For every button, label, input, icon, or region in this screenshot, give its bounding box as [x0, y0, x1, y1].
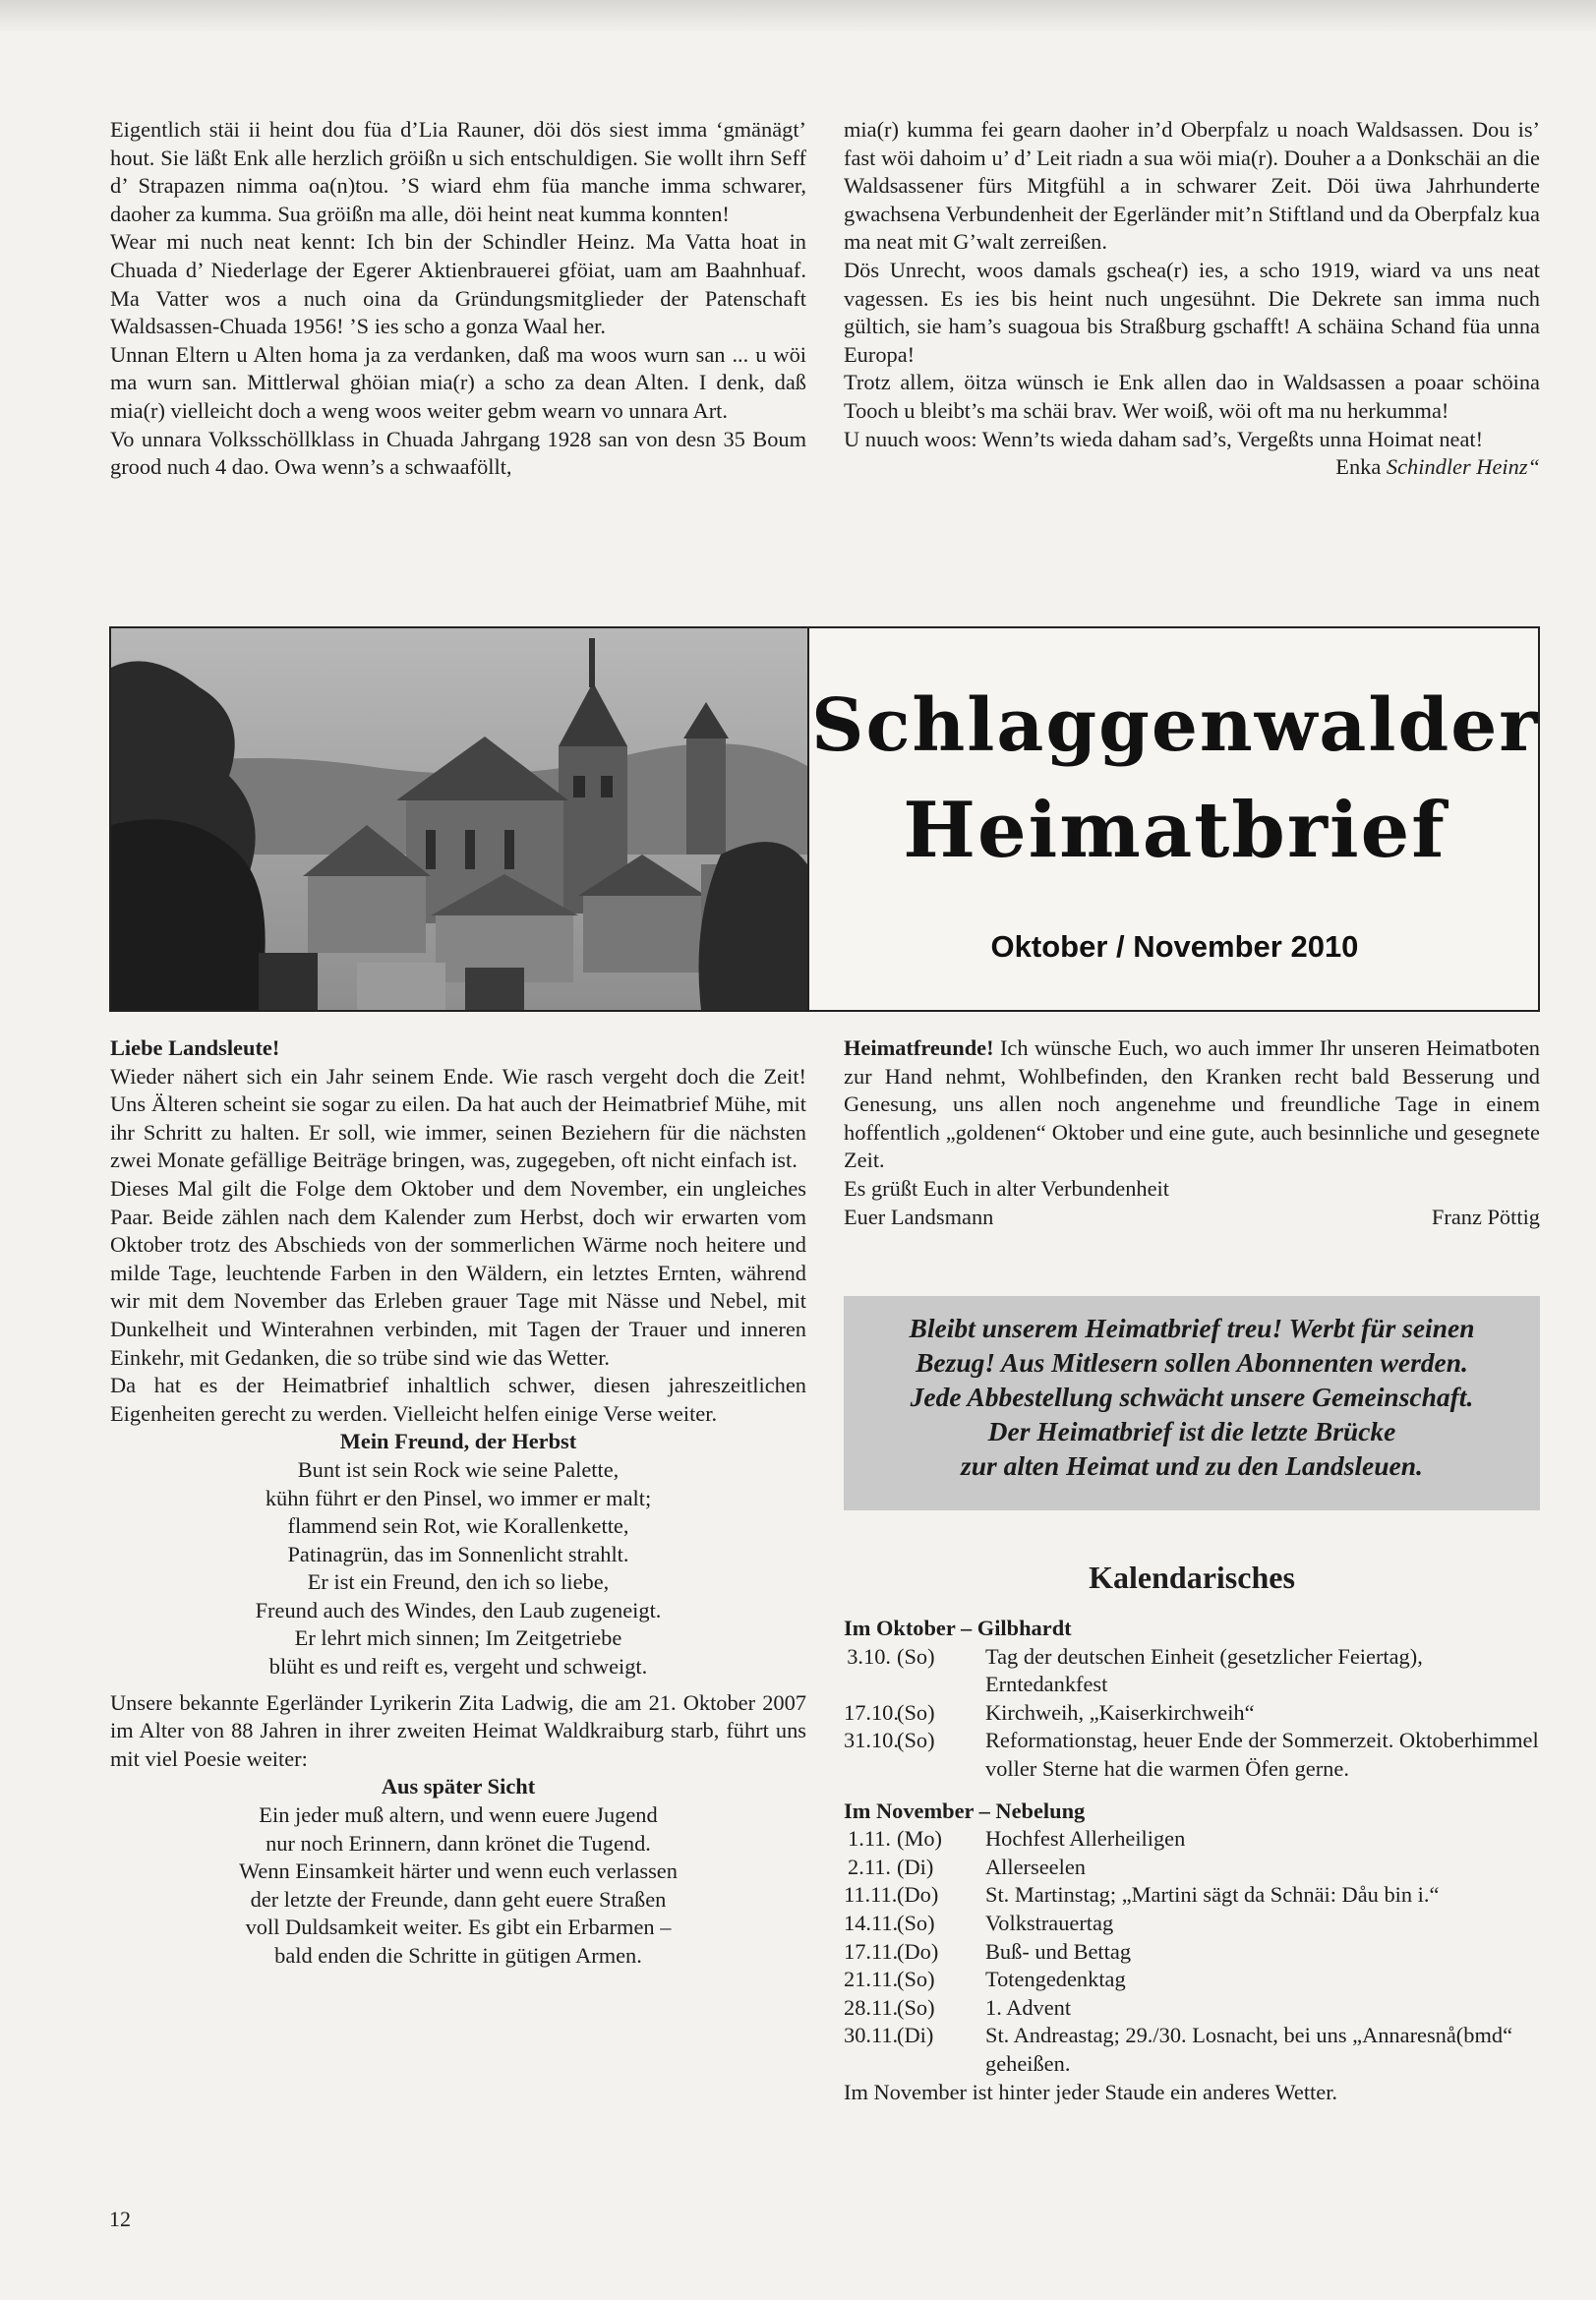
masthead: [811, 628, 1538, 1010]
calendar-footer: Im November ist hinter jeder Staude ein anderes Wetter.: [844, 2079, 1338, 2104]
entry-weekday: (Di): [897, 2023, 934, 2048]
lead-text: Ich wünsche Euch, wo auch immer Ihr unseren Heimatboten zur Hand nehmt, Wohlbefinden, den Kranken recht bald Besserung und Genesung, uns allen noch angenehme und freundliche Tage in einem hoffentlich „goldenen“ Oktober und eine gute, auch besinnliche und gesegnete Zeit.: [844, 1035, 1540, 1173]
calendar-section: [844, 1558, 1540, 2106]
letter-signature: [844, 453, 1540, 482]
entry-weekday: (So): [897, 1643, 935, 1669]
paragraph: Dieses Mal gilt die Folge dem Oktober und dem November, ein ungleiches Paar. Beide zählen nach dem Kalender zum Herbst, doch wir erwarten vom Oktober trotz des Abschieds von der sommerlichen Wärme noch heitere und milde Tage, leuchtende Farben in den Wäldern, ein letztes Ernten, während wir mit dem November das Erleben grauer Tage mit Nässe und Nebel, mit Dunkelheit und Winterahnen verbinden, mit Tagen der Trauer und inneren Einkehr, mit Gedanken, die so trübe sind wie das Wetter.: [110, 1175, 806, 1370]
poem-line: der letzte der Freunde, dann geht euere Straßen: [250, 1886, 667, 1912]
entry-weekday: (So): [897, 1994, 935, 2020]
lead-bold: Heimatfreunde!: [844, 1035, 994, 1060]
entry-date: 3.10.: [847, 1643, 891, 1669]
entry-text: Buß- und Bettag: [985, 1938, 1132, 1964]
entry-weekday: (So): [897, 1910, 935, 1935]
paragraph: Wear mi nuch neat kennt: Ich bin der Schindler Heinz. Ma Vatta hoat in Chuada d’ Niederlage der Egerer Aktienbrauerei gföiat, uam am Baahnhuaf. Ma Vatter wos a nuch oina da Gründungsmitglieder der Patenschaft Waldsassen-Chuada 1956! ’S ies scho a gonza Waal her.: [110, 229, 806, 339]
poem-line: Wenn Einsamkeit härter und wenn euch verlassen: [239, 1858, 678, 1884]
scan-shadow: [0, 0, 1596, 33]
letter-column-left: [110, 116, 806, 482]
calendar-entry: [844, 1966, 1540, 1994]
appeal-line: Bleibt unserem Heimatbrief treu! Werbt für seinen: [909, 1313, 1475, 1343]
paragraph: Eigentlich stäi ii heint dou füa d’Lia Rauner, döi dös siest imma ‘gmänägt’ hout. Sie läßt Enk alle herzlich gröißn u sich entschuldigen. Sie wollt ihrn Seff d’ Strapazen nimma oa(n)tou. ’S wiard ehm füa manche imma schwarer, daoher za kumma. Sua gröißn ma alle, döi heint neat kumma konnten!: [110, 117, 806, 226]
appeal-line: Der Heimatbrief ist die letzte Brücke: [987, 1416, 1396, 1446]
paragraph: Unsere bekannte Egerländer Lyrikerin Zita Ladwig, die am 21. Oktober 2007 im Alter von 88 Jahren in ihrer zweiten Heimat Waldkraiburg starb, führt uns mit viel Poesie weiter:: [110, 1689, 806, 1771]
paragraph: U nuuch woos: Wenn’ts wieda daham sad’s, Vergeßts unna Hoimat neat!: [844, 426, 1484, 451]
closing-row: [844, 1204, 1540, 1232]
entry-text: St. Andreastag; 29./30. Losnacht, bei uns „Annaresnå(bmd“ geheißen.: [985, 2023, 1513, 2076]
paragraph: [844, 1034, 1540, 1175]
poem-line: Bunt ist sein Rock wie seine Palette,: [297, 1456, 620, 1482]
entry-text: St. Martinstag; „Martini sägt da Schnäi: Dåu bin i.“: [985, 1882, 1440, 1908]
entry-text: Reformationstag, heuer Ende der Sommerzeit. Oktoberhimmel voller Sterne hat die warmen Öfen gerne.: [985, 1728, 1539, 1781]
church-photo-drawing: [111, 628, 807, 1010]
poem-title: Aus später Sicht: [381, 1774, 536, 1799]
calendar-entry: [844, 1938, 1540, 1967]
editorial-column: [110, 1034, 806, 1971]
entry-date: 2.11.: [848, 1854, 891, 1879]
poem-line: blüht es und reift es, vergeht und schweigt.: [268, 1654, 648, 1680]
entry-text: Kirchweih, „Kaiserkirchweih“: [985, 1699, 1255, 1725]
calendar-title: Kalendarisches: [1089, 1560, 1295, 1595]
paragraph: Wieder nähert sich ein Jahr seinem Ende. Wie rasch vergeht doch die Zeit! Uns Älteren scheint sie sogar zu eilen. Da hat auch der Heimatbrief Mühe, mit ihr Schritt zu halten. Er soll, wie immer, seinen Beziehern für die nächsten zwei Monate gefällige Beiträge bringen, was, zugegeben, oft nicht einfach ist.: [110, 1063, 806, 1173]
entry-date: 17.10.: [844, 1699, 899, 1725]
poem-line: Er ist ein Freund, den ich so liebe,: [307, 1569, 610, 1595]
calendar-entry: [844, 1727, 1540, 1783]
calendar-entry: [844, 1643, 1540, 1699]
entry-weekday: (So): [897, 1967, 935, 1992]
page-number: 12: [109, 2207, 131, 2231]
poem-line: Er lehrt mich sinnen; Im Zeitgetriebe: [294, 1625, 622, 1651]
appeal-box: [844, 1296, 1540, 1510]
calendar-entry: [844, 1910, 1540, 1938]
issue-date: Oktober / November 2010: [990, 929, 1359, 964]
entry-date: 28.11.: [844, 1994, 899, 2020]
entry-weekday: (Di): [897, 1854, 934, 1879]
calendar-entry: [844, 1881, 1540, 1910]
entry-date: 17.11.: [844, 1938, 899, 1964]
author-name: Franz Pöttig: [1431, 1204, 1540, 1229]
entry-weekday: (So): [897, 1728, 935, 1753]
paragraph: Unnan Eltern u Alten homa ja za verdanken, daß ma woos wurn san ... u wöi ma wurn san. Mittlerwal ghöian mia(r) a scho za dean Alten. I denk, daß mia(r) vielleicht doch a weng woos weiter gebm wearn vo unnara Art.: [110, 341, 806, 423]
poem-line: bald enden die Schritte in gütigen Armen.: [274, 1943, 642, 1968]
entry-text: Volkstrauertag: [985, 1910, 1114, 1935]
closing-line: Euer Landsmann: [844, 1204, 994, 1229]
newsletter-title: Schlaggenwalder: [811, 683, 1540, 768]
paragraph: Trotz allem, öitza wünsch ie Enk allen dao in Waldsassen a poaar schöina Tooch u bleibt’s ma schäi brav. Wer woiß, wöi oft ma nu herkumma!: [844, 370, 1540, 423]
masthead-box: [109, 626, 1540, 1012]
poem-line: kühn führt er den Pinsel, wo immer er malt;: [265, 1485, 652, 1510]
greeting: Liebe Landsleute!: [110, 1035, 280, 1060]
poem-line: Patinagrün, das im Sonnenlicht strahlt.: [287, 1541, 629, 1566]
appeal-line: Jede Abbestellung schwächt unsere Gemeinschaft.: [910, 1382, 1474, 1412]
greeting-column: [844, 1034, 1540, 1231]
entry-date: 1.11.: [848, 1826, 891, 1852]
poem-line: Ein jeder muß altern, und wenn euere Jugend: [259, 1802, 658, 1828]
signature-name: Schindler Heinz“: [1386, 454, 1540, 480]
entry-date: 11.11.: [844, 1882, 898, 1908]
closing-line: Es grüßt Euch in alter Verbundenheit: [844, 1175, 1170, 1201]
paragraph: Dös Unrecht, woos damals gschea(r) ies, a scho 1919, wiard va uns neat vagessen. Es ies bis heint nuch ungesühnt. Die Dekrete san imma nuch gültich, sie ham’s suagoua bis Straßburg gschafft! A schäina Schand füa unna Europa!: [844, 257, 1540, 367]
calendar-entry: [844, 1825, 1540, 1854]
newsletter-subtitle: Heimatbrief: [903, 786, 1447, 875]
poem-line: Freund auch des Windes, den Laub zugeneigt.: [255, 1597, 662, 1622]
entry-weekday: (Do): [897, 1938, 939, 1964]
entry-text: 1. Advent: [985, 1994, 1072, 2020]
signature-prefix: Enka: [1335, 454, 1387, 480]
calendar-entry: [844, 1994, 1540, 2023]
paragraph: mia(r) kumma fei gearn daoher in’d Oberpfalz u noach Waldsassen. Dou is’ fast wöi dahoim u’ d’ Leit riadn a sua wöi mia(r). Douher a a Donkschäi an die Waldsassener fürs Mitgfühl a in schwarer Zeit. Döi üwa Jahrhunderte gwachsena Verbundenheit der Egerländer mit’n Stiftland und da Oberpfalz kua ma neat mit G’walt zerreißen.: [844, 117, 1540, 255]
church-photo: [111, 628, 809, 1010]
poem-spaeter-sicht: [110, 1773, 806, 1970]
entry-text: Totengedenktag: [985, 1967, 1126, 1992]
entry-date: 30.11.: [844, 2023, 899, 2048]
paragraph: Da hat es der Heimatbrief inhaltlich schwer, diesen jahreszeitlichen Eigenheiten gerecht zu werden. Vielleicht helfen einige Verse weiter.: [110, 1373, 806, 1426]
entry-text: Tag der deutschen Einheit (gesetzlicher Feiertag), Erntedankfest: [985, 1643, 1423, 1697]
entry-date: 21.11.: [844, 1967, 899, 1992]
month-heading: Im Oktober – Gilbhardt: [844, 1616, 1072, 1640]
calendar-entry: [844, 1854, 1540, 1882]
entry-text: Allerseelen: [985, 1854, 1086, 1879]
entry-weekday: (So): [897, 1699, 935, 1725]
paragraph: Vo unnara Volksschöllklass in Chuada Jahrgang 1928 san von desn 35 Boum grood nuch 4 dao. Owa wenn’s a schwaaföllt,: [110, 426, 806, 480]
entry-text: Hochfest Allerheiligen: [985, 1826, 1186, 1852]
poem-line: nur noch Erinnern, dann krönet die Tugend.: [266, 1830, 651, 1856]
poem-line: flammend sein Rot, wie Korallenkette,: [287, 1513, 629, 1539]
appeal-line: zur alten Heimat und zu den Landsleuen.: [961, 1450, 1423, 1481]
entry-date: 14.11.: [844, 1910, 899, 1935]
letter-column-right: [844, 116, 1540, 482]
poem-herbst: [110, 1428, 806, 1681]
appeal-line: Bezug! Aus Mitlesern sollen Abonnenten werden.: [916, 1347, 1468, 1378]
poem-title: Mein Freund, der Herbst: [339, 1429, 577, 1454]
entry-weekday: (Do): [897, 1882, 939, 1908]
month-heading: Im November – Nebelung: [844, 1798, 1086, 1823]
entry-weekday: (Mo): [897, 1826, 943, 1852]
calendar-entry: [844, 2022, 1540, 2078]
entry-date: 31.10.: [844, 1728, 899, 1753]
calendar-entry: [844, 1699, 1540, 1728]
poem-line: voll Duldsamkeit weiter. Es gibt ein Erbarmen –: [245, 1915, 672, 1940]
